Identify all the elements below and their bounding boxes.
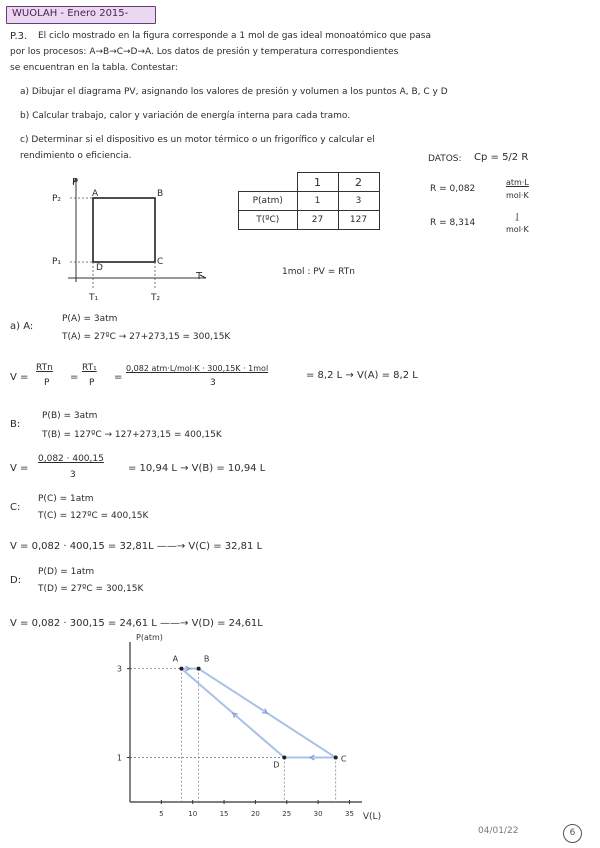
pt-label-t1: T₁ xyxy=(89,293,99,303)
pt-point-a: A xyxy=(92,189,99,199)
calc-v-frac1-num: RTn xyxy=(36,363,53,373)
x-tick-label: 10 xyxy=(188,810,198,818)
x-tick-label: 30 xyxy=(313,810,323,818)
pt-axis-p: P xyxy=(72,177,79,188)
x-tick-label: 15 xyxy=(219,810,229,818)
problem-line-3: se encuentran en la tabla. Contestar: xyxy=(10,63,178,73)
problem-item-c-2: rendimiento o eficiencia. xyxy=(20,151,132,161)
problem-line-1: El ciclo mostrado en la figura corresponde a 1 mol de gas ideal monoatómico que pasa xyxy=(38,31,431,41)
y-tick-label: 1 xyxy=(116,753,122,763)
calc-v-frac2-den: P xyxy=(89,378,95,388)
calc-v-result-a: = 8,2 L → V(A) = 8,2 L xyxy=(306,370,418,381)
datos-r1-prefix: R = 0,082 xyxy=(430,184,476,194)
x-tick-label: 20 xyxy=(250,810,260,818)
calc-d-temperature: T(D) = 27ºC = 300,15K xyxy=(38,584,144,594)
footer-date: 04/01/22 xyxy=(478,826,519,836)
page-number: 6 xyxy=(563,824,582,843)
pt-label-t2: T₂ xyxy=(151,293,161,303)
table-cell: 127 xyxy=(338,211,379,230)
x-tick-label: 35 xyxy=(344,810,354,818)
calc-c-label: C: xyxy=(10,502,21,513)
x-axis-label: V(L) xyxy=(362,812,382,822)
calc-v-eq2: = xyxy=(70,372,79,383)
table-cell: 1 xyxy=(297,192,338,211)
calc-vb-result: = 10,94 L → V(B) = 10,94 L xyxy=(128,463,266,474)
datos-cp: Cp = 5/2 R xyxy=(474,152,529,163)
calc-v-eq3: = xyxy=(114,372,123,383)
calc-v-lhs: V = xyxy=(10,372,29,383)
data-point xyxy=(282,756,286,760)
table-cell: T(ºC) xyxy=(239,211,298,230)
data-point xyxy=(179,667,183,671)
calc-c-temperature: T(C) = 127ºC = 400,15K xyxy=(38,511,149,521)
calc-a-temperature: T(A) = 27ºC → 27+273,15 = 300,15K xyxy=(62,332,231,342)
table-cell: P(atm) xyxy=(239,192,298,211)
data-table xyxy=(238,172,380,230)
calc-v-frac2-num: RT₁ xyxy=(82,363,97,373)
problem-item-a: a) Dibujar el diagrama PV, asignando los valores de presión y volumen a los puntos A, B, C y D xyxy=(20,87,448,97)
data-point xyxy=(197,667,201,671)
pt-diagram xyxy=(40,170,220,310)
pt-point-d: D xyxy=(96,263,103,273)
problem-line-2: por los procesos: A→B→C→D→A. Los datos de presión y temperatura correspondientes xyxy=(10,47,399,57)
calc-vb-lhs: V = xyxy=(10,463,29,474)
pt-label-p2: P₂ xyxy=(52,194,62,204)
datos-r2-num: J xyxy=(516,212,519,221)
calc-d-pressure: P(D) = 1atm xyxy=(38,567,95,577)
pv-chart xyxy=(100,634,400,834)
problem-item-b: b) Calcular trabajo, calor y variación de energía interna para cada tramo. xyxy=(20,111,351,121)
calc-a-pressure: P(A) = 3atm xyxy=(62,314,118,324)
data-point-label: B xyxy=(203,654,210,664)
calc-v-frac1-den: P xyxy=(44,378,50,388)
table-header-row xyxy=(239,173,380,192)
data-point-label: C xyxy=(340,754,347,764)
data-point-label: D xyxy=(273,760,280,770)
calc-v-frac3-den: 3 xyxy=(210,378,216,388)
datos-r2-prefix: R = 8,314 xyxy=(430,218,476,228)
header-banner xyxy=(6,6,156,24)
mol-note: 1mol : PV = RTn xyxy=(282,267,355,277)
data-point xyxy=(334,756,338,760)
datos-r2-den: mol·K xyxy=(506,225,529,234)
data-point-label: A xyxy=(172,654,179,664)
table-cell xyxy=(239,173,298,192)
calc-vc-line: V = 0,082 · 400,15 = 32,81L ——→ V(C) = 32,81 L xyxy=(10,541,263,552)
x-tick-label: 25 xyxy=(282,810,292,818)
table-cell: 1 xyxy=(297,173,338,192)
datos-r1-num: atm·L xyxy=(506,178,529,187)
calc-b-temperature: T(B) = 127ºC → 127+273,15 = 400,15K xyxy=(42,430,222,440)
calc-b-label: B: xyxy=(10,419,21,430)
table-cell: 3 xyxy=(338,192,379,211)
pt-label-p1: P₁ xyxy=(52,257,62,267)
table-row xyxy=(239,192,380,211)
table-cell: 2 xyxy=(338,173,379,192)
calc-b-pressure: P(B) = 3atm xyxy=(42,411,98,421)
datos-r1-den: mol·K xyxy=(506,191,529,200)
calc-a-label: a) A: xyxy=(10,321,34,332)
calc-d-label: D: xyxy=(10,575,22,586)
header-title: WUOLAH - Enero 2015- xyxy=(12,8,129,19)
pt-axis-t: T xyxy=(196,271,203,282)
pt-point-c: C xyxy=(157,257,164,267)
y-tick-label: 3 xyxy=(116,664,122,674)
table-cell: 27 xyxy=(297,211,338,230)
problem-item-c-1: c) Determinar si el dispositivo es un motor térmico o un frigorífico y calcular el xyxy=(20,135,375,145)
calc-v-frac3-num: 0,082 atm·L/mol·K · 300,15K · 1mol xyxy=(126,364,269,373)
x-tick-label: 5 xyxy=(159,810,164,818)
pt-point-b: B xyxy=(157,189,164,199)
calc-vd-line: V = 0,082 · 300,15 = 24,61 L ——→ V(D) = 24,61L xyxy=(10,618,263,629)
datos-label: DATOS: xyxy=(428,154,462,164)
y-axis-label: P(atm) xyxy=(136,633,163,642)
calc-c-pressure: P(C) = 1atm xyxy=(38,494,94,504)
table-row xyxy=(239,211,380,230)
problem-label: P.3. xyxy=(10,31,28,42)
calc-vb-den: 3 xyxy=(70,470,76,480)
calc-vb-num: 0,082 · 400,15 xyxy=(38,454,104,464)
